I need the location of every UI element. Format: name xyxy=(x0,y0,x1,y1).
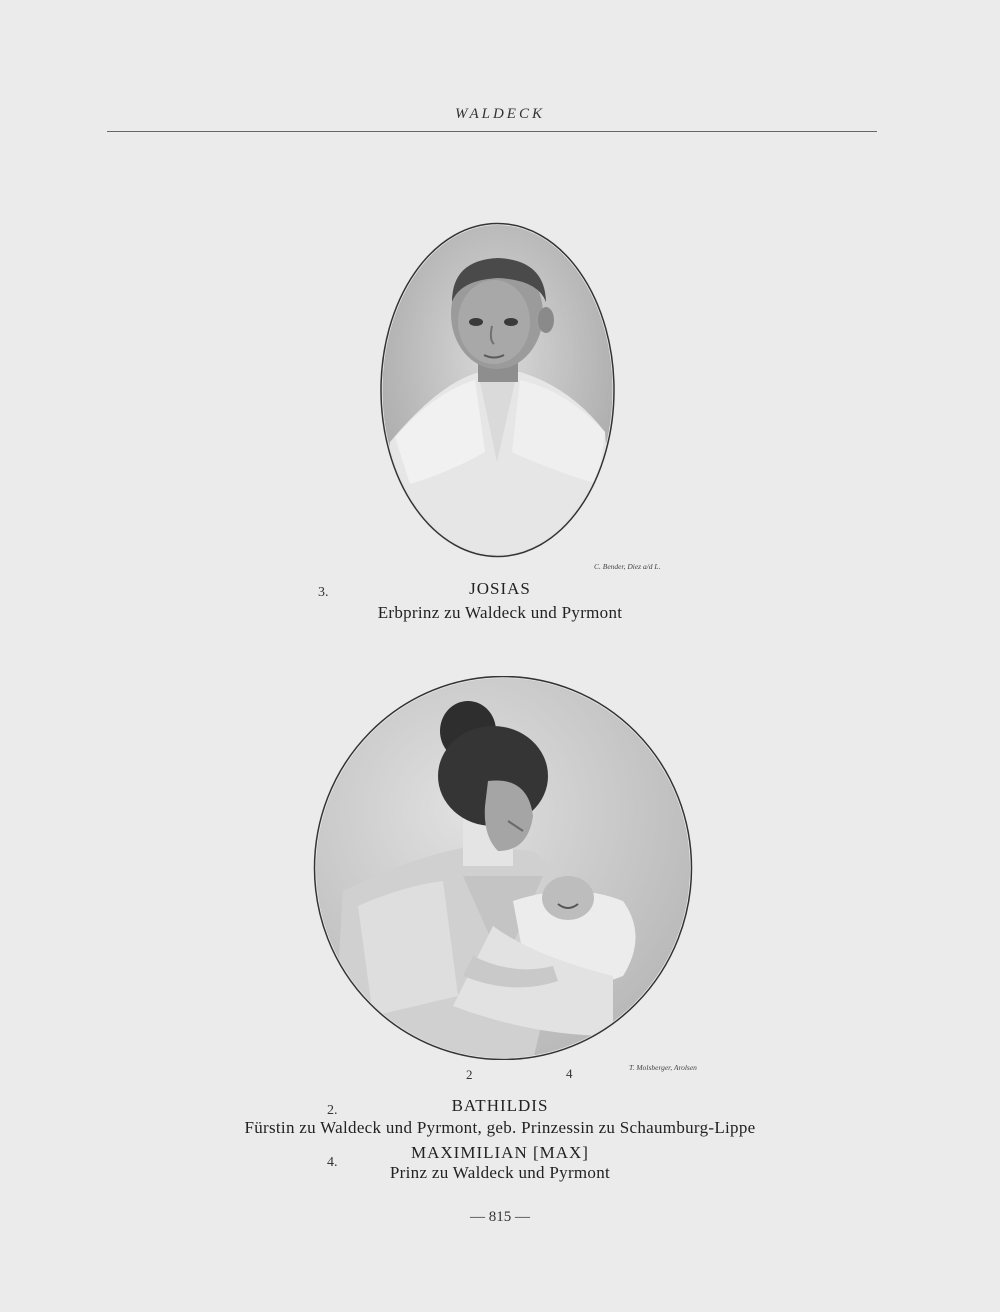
caption-name-josias: JOSIAS xyxy=(469,579,531,598)
caption-title-maximilian: Prinz zu Waldeck und Pyrmont xyxy=(389,1163,611,1182)
caption-number: 4. xyxy=(327,1155,338,1170)
figure-key-left: 2 xyxy=(466,1067,473,1082)
caption-number: 2. xyxy=(327,1103,338,1118)
caption-name-maximilian: MAXIMILIAN [MAX] xyxy=(411,1143,589,1162)
page-number: — 815 — xyxy=(470,1209,530,1225)
portrait-josias-photo xyxy=(380,222,615,558)
portrait-bathildis-maximilian-photo xyxy=(313,676,693,1060)
running-header: WALDECK xyxy=(455,106,545,122)
header-rule xyxy=(107,131,877,132)
photo-credit-1: C. Bender, Diez a/d L. xyxy=(594,562,661,571)
caption-name-bathildis: BATHILDIS xyxy=(451,1096,549,1115)
caption-title-josias: Erbprinz zu Waldeck und Pyrmont xyxy=(377,603,623,622)
figure-key-right: 4 xyxy=(566,1066,573,1081)
caption-number: 3. xyxy=(318,585,329,600)
caption-title-bathildis: Fürstin zu Waldeck und Pyrmont, geb. Prinzessin zu Schaumburg-Lippe xyxy=(244,1118,756,1137)
photo-credit-2: T. Molsberger, Arolsen xyxy=(629,1063,697,1072)
